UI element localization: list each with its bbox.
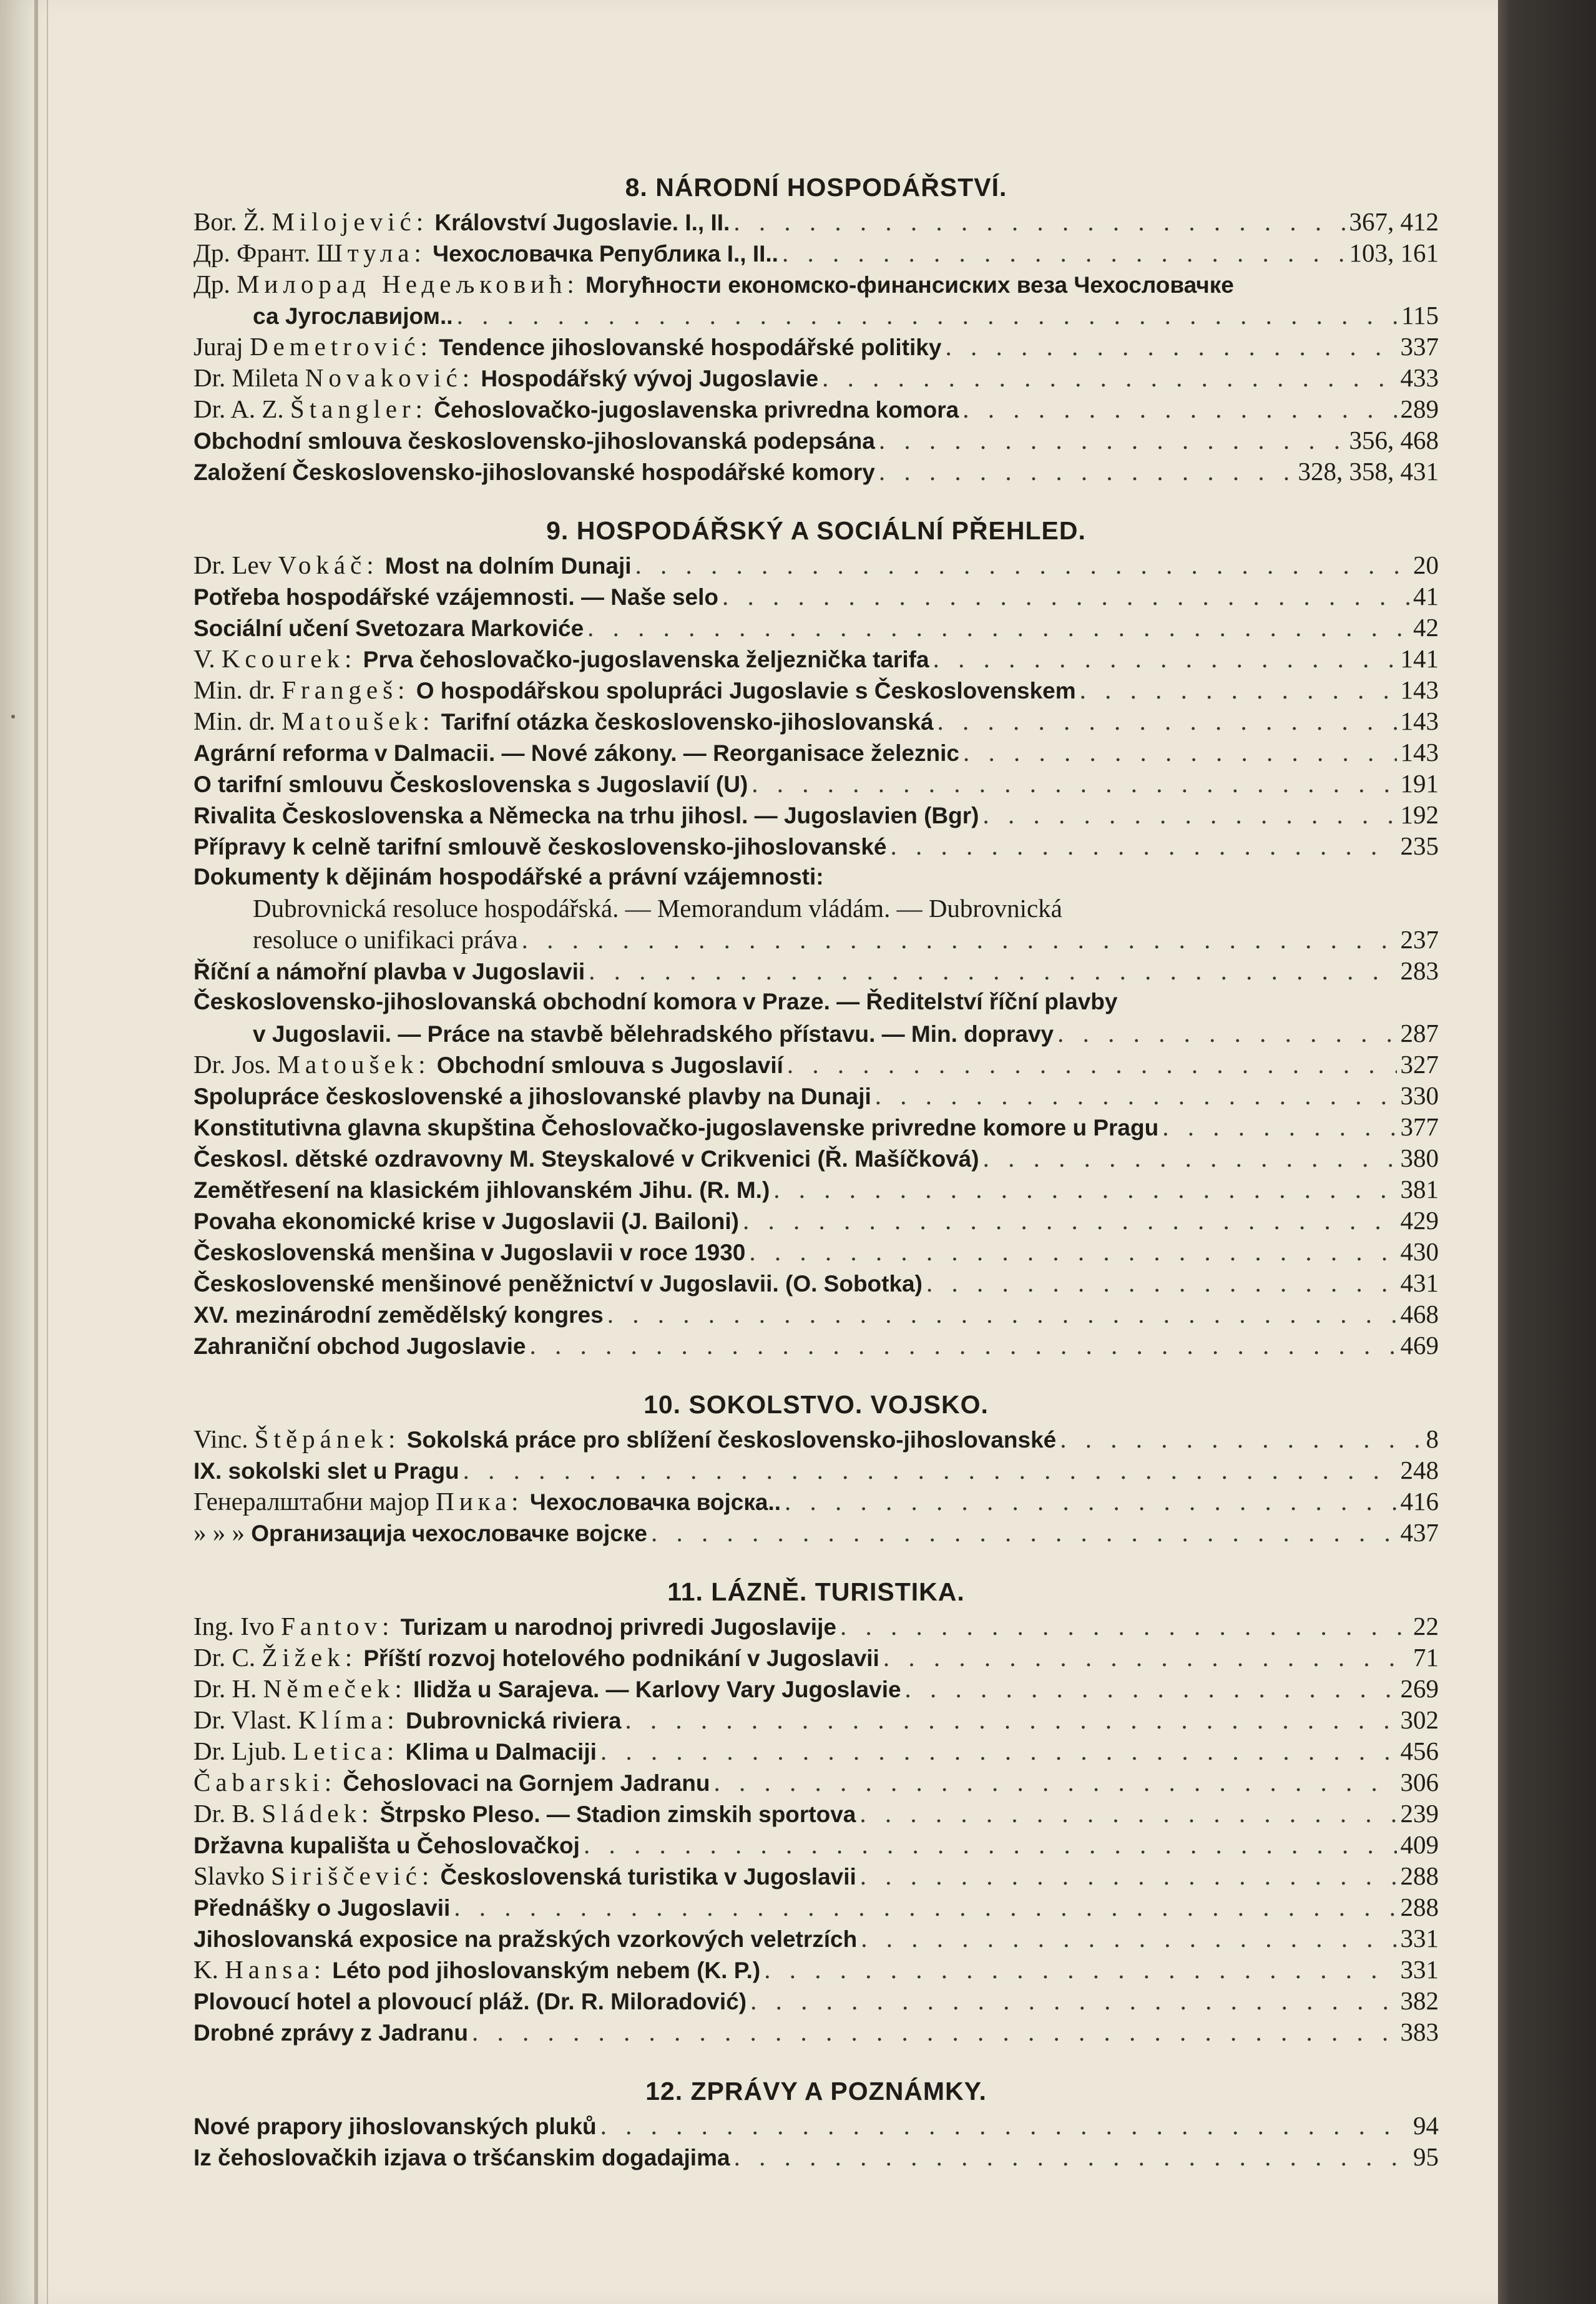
dot-leader — [840, 1610, 1409, 1642]
section-title: 12. ZPRÁVY A POZNÁMKY. — [645, 2077, 987, 2105]
entry-author-name: Štěpánek: — [254, 1424, 401, 1453]
entry-title: Чехословачка Република I., II.. — [433, 241, 778, 267]
entry-title: Přípravy k celně tarifní smlouvě československo-jihoslovanské — [193, 834, 887, 860]
dot-leader — [589, 955, 1396, 986]
toc-entry[interactable] — [193, 1642, 1439, 1673]
entry-page-number: 283 — [1400, 956, 1439, 985]
entry-author: » » » — [193, 1518, 245, 1547]
dot-leader — [751, 768, 1396, 799]
entry-page-number: 95 — [1413, 2142, 1439, 2171]
dot-leader — [962, 393, 1396, 424]
dot-leader — [734, 2141, 1409, 2172]
entry-author: K. — [193, 1955, 218, 1984]
entry-author: Генералштабни мајор — [193, 1487, 429, 1516]
dot-leader — [1162, 1111, 1396, 1142]
entry-author-name: Siriščević: — [271, 1861, 434, 1890]
toc-entry[interactable] — [193, 1174, 1439, 1205]
toc-entry[interactable] — [193, 456, 1439, 487]
dot-leader — [454, 1891, 1396, 1923]
toc-entry[interactable] — [193, 1673, 1439, 1704]
dot-leader — [635, 549, 1409, 581]
toc-entry[interactable] — [193, 1080, 1439, 1111]
toc-entry[interactable] — [193, 1486, 1439, 1517]
entry-page-number: 429 — [1400, 1206, 1439, 1235]
entry-title: O hospodářskou spolupráci Jugoslavie s Československem — [416, 678, 1076, 703]
dot-leader — [764, 1954, 1396, 1985]
entry-author: Dr. Ljub. — [193, 1737, 287, 1765]
toc-entry[interactable] — [193, 643, 1439, 674]
toc-entry[interactable] — [193, 1111, 1439, 1142]
entry-page-number: 141 — [1400, 644, 1439, 673]
entry-page-number: 143 — [1400, 675, 1439, 704]
dot-leader — [875, 1080, 1397, 1111]
entry-title: Československo-jihoslovanská obchodní komora v Praze. — Ředitelství říční plavby — [193, 989, 1118, 1014]
toc-entry[interactable] — [193, 1954, 1439, 1985]
toc-entry[interactable] — [193, 206, 1439, 237]
toc-entry[interactable] — [193, 237, 1439, 268]
entry-page-number: 103, 161 — [1349, 238, 1439, 267]
toc-entry[interactable] — [193, 1704, 1439, 1735]
entry-page-number: 337 — [1400, 332, 1439, 361]
dot-leader — [713, 1767, 1396, 1798]
page-spine-shadow — [34, 0, 38, 2304]
dot-leader — [879, 424, 1346, 456]
toc-entry[interactable] — [193, 768, 1439, 799]
entry-page-number: 331 — [1400, 1955, 1439, 1984]
section-title: 8. NÁRODNÍ HOSPODÁŘSTVÍ. — [625, 173, 1007, 202]
toc-entry[interactable] — [193, 986, 1439, 1017]
entry-page-number: 8 — [1426, 1424, 1439, 1453]
dot-leader — [859, 1798, 1396, 1829]
entry-author-name: Kcourek: — [221, 644, 357, 673]
entry-author-name: Frangeš: — [282, 675, 410, 704]
entry-author-name: Милорад Недељковић: — [236, 270, 579, 298]
entry-title: Most na dolním Dunaji — [384, 553, 632, 579]
entry-title: Království Jugoslavie. I., II. — [434, 210, 730, 235]
toc-entry[interactable] — [193, 955, 1439, 986]
toc-section — [193, 169, 1439, 487]
entry-page-number: 367, 412 — [1349, 207, 1439, 236]
toc-section — [193, 512, 1439, 1361]
dot-leader — [860, 1860, 1397, 1891]
entry-subtitle: Dubrovnická resoluce hospodářská. — Memorandum vládám. — Dubrovnická — [253, 894, 1062, 923]
entry-page-number: 192 — [1400, 800, 1439, 829]
toc-entry[interactable] — [193, 1829, 1439, 1860]
entry-author-name: Novaković: — [305, 363, 475, 392]
entry-title: Povaha ekonomické krise v Jugoslavii (J. Bailoni) — [193, 1208, 739, 1234]
toc-entry-continuation — [193, 1017, 1439, 1049]
dot-leader — [600, 1735, 1397, 1767]
entry-page-number: 330 — [1400, 1081, 1439, 1110]
entry-author-name: Hansa: — [225, 1955, 326, 1984]
entry-author: Dr. A. Z. — [193, 395, 284, 423]
entry-page-number: 237 — [1400, 925, 1439, 954]
dot-leader — [463, 1454, 1397, 1486]
toc-entry[interactable] — [193, 331, 1439, 362]
entry-title: Československá menšina v Jugoslavii v roce 1930 — [193, 1240, 746, 1265]
toc-entry[interactable] — [193, 1330, 1439, 1361]
dot-leader — [983, 1142, 1397, 1174]
entry-page-number: 235 — [1400, 831, 1439, 860]
entry-title: Državna kupališta u Čehoslovačkoj — [193, 1833, 580, 1858]
entry-title: Čehoslovaci na Gornjem Jadranu — [343, 1770, 710, 1796]
dot-leader — [773, 1174, 1396, 1205]
entry-page-number: 239 — [1400, 1799, 1439, 1828]
entry-page-number: 306 — [1400, 1768, 1439, 1797]
toc-entry[interactable] — [193, 1454, 1439, 1486]
entry-page-number: 416 — [1400, 1487, 1439, 1516]
toc-entry[interactable] — [193, 1985, 1439, 2016]
entry-title: Чехословачка војска.. — [529, 1489, 781, 1515]
entry-title-continuation: са Југославијом.. — [253, 303, 453, 329]
entry-title: Obchodní smlouva československo-jihoslovanská podepsána — [193, 428, 875, 454]
entry-title: Rivalita Československa a Německa na trhu jihosl. — Jugoslavien (Bgr) — [193, 803, 979, 828]
entry-page-number: 327 — [1400, 1050, 1439, 1079]
toc-entry[interactable] — [193, 424, 1439, 456]
toc-entry[interactable] — [193, 612, 1439, 643]
toc-entry[interactable] — [193, 1205, 1439, 1236]
entry-page-number: 288 — [1400, 1861, 1439, 1890]
entry-title: Československá turistika v Jugoslavii — [440, 1864, 856, 1890]
entry-author-name: Čabarski: — [193, 1768, 337, 1797]
entry-author: Dr. Jos. — [193, 1050, 272, 1079]
entry-title: Iz čehoslovačkih izjava o tršćanskim dogadajima — [193, 2145, 730, 2170]
entry-author: Dr. H. — [193, 1674, 257, 1703]
entry-author-name: Vokáč: — [278, 551, 379, 579]
toc-section — [193, 1573, 1439, 2047]
entry-author-name: Štangler: — [290, 395, 428, 423]
entry-title: Obchodní smlouva s Jugoslavií — [436, 1052, 783, 1078]
toc-entry[interactable] — [193, 737, 1439, 768]
toc-entry-continuation — [193, 300, 1439, 331]
entry-page-number: 437 — [1400, 1518, 1439, 1547]
dot-leader — [905, 1673, 1397, 1704]
entry-page-number: 468 — [1400, 1300, 1439, 1328]
entry-author-name: Пика: — [436, 1487, 524, 1516]
toc-entry[interactable] — [193, 861, 1439, 893]
entry-title: Организација чехословачке војске — [251, 1521, 647, 1546]
entry-author: Dr. Mileta — [193, 363, 299, 392]
entry-title: Dubrovnická riviera — [405, 1708, 622, 1733]
entry-title: Spolupráce československé a jihoslovanské plavby na Dunaji — [193, 1084, 871, 1109]
entry-subtitle: resoluce o unifikaci práva — [253, 925, 518, 954]
entry-title: Štrpsko Pleso. — Stadion zimskih sportova — [379, 1802, 856, 1827]
dot-leader — [933, 643, 1397, 674]
entry-page-number: 409 — [1400, 1830, 1439, 1859]
dot-leader — [1080, 674, 1397, 705]
entry-title: Příští rozvoj hotelového podnikání v Jugoslavii — [363, 1645, 879, 1671]
page-spine-line — [47, 0, 48, 2304]
entry-author: Ing. Ivo — [193, 1612, 275, 1640]
entry-page-number: 22 — [1413, 1612, 1439, 1640]
dot-leader — [822, 362, 1396, 393]
entry-page-number: 469 — [1400, 1331, 1439, 1360]
entry-author-name: Letica: — [293, 1737, 399, 1765]
dot-leader — [457, 300, 1398, 331]
entry-author-name: Demetrović: — [249, 332, 433, 361]
toc-entry[interactable] — [193, 1923, 1439, 1954]
toc-entry[interactable] — [193, 674, 1439, 705]
entry-title: Ilidža u Sarajeva. — Karlovy Vary Jugoslavie — [413, 1677, 901, 1702]
entry-title-continuation: v Jugoslavii. — Práce na stavbě bělehradského přístavu. — Min. dopravy — [253, 1021, 1054, 1047]
dot-leader — [1057, 1017, 1396, 1049]
dot-leader — [750, 1985, 1396, 2016]
dot-leader — [522, 924, 1397, 955]
section-title: 11. LÁZNĚ. TURISTIKA. — [667, 1577, 965, 1606]
dot-leader — [1060, 1423, 1422, 1454]
entry-author: Dr. C. — [193, 1643, 256, 1672]
dot-leader — [600, 2110, 1409, 2141]
entry-title: Českosl. dětské ozdravovny M. Steyskalové v Crikvenici (Ř. Mašíčková) — [193, 1146, 979, 1172]
entry-page-number: 433 — [1400, 363, 1439, 392]
toc-entry[interactable] — [193, 1610, 1439, 1642]
entry-author: Slavko — [193, 1861, 265, 1890]
entry-page-number: 248 — [1400, 1456, 1439, 1484]
entry-title: Dokumenty k dějinám hospodářské a právní vzájemnosti: — [193, 864, 824, 890]
entry-author: Др. Франт. — [193, 238, 311, 267]
dot-leader — [722, 581, 1409, 612]
dot-leader — [938, 705, 1397, 737]
entry-author: Др. — [193, 270, 230, 298]
entry-page-number: 289 — [1400, 395, 1439, 423]
entry-title: Nové prapory jihoslovanských pluků — [193, 2114, 597, 2139]
dot-leader — [891, 830, 1397, 861]
entry-title: Drobné zprávy z Jadranu — [193, 2020, 469, 2046]
entry-title: Říční a námořní plavba v Jugoslavii — [193, 959, 585, 984]
entry-author-name: Штула: — [316, 238, 426, 267]
entry-author: Min. dr. — [193, 707, 275, 735]
toc-entry[interactable] — [193, 705, 1439, 737]
entry-title: Jihoslovanská exposice na pražských vzorkových veletrzích — [193, 1926, 858, 1952]
entry-page-number: 71 — [1413, 1643, 1439, 1672]
toc-entry[interactable] — [193, 2141, 1439, 2172]
dot-leader — [982, 799, 1396, 830]
entry-author-name: Němeček: — [263, 1674, 407, 1703]
entry-title: Klima u Dalmaciji — [405, 1739, 597, 1765]
entry-title: Sociální učení Svetozara Markoviće — [193, 615, 584, 641]
entry-page-number: 302 — [1400, 1705, 1439, 1734]
entry-page-number: 94 — [1413, 2111, 1439, 2140]
dot-leader — [607, 1298, 1397, 1330]
toc-entry[interactable] — [193, 1423, 1439, 1454]
entry-author-name: Milojević: — [272, 207, 429, 236]
entry-author: Dr. Lev — [193, 551, 272, 579]
entry-page-number: 456 — [1400, 1737, 1439, 1765]
entry-author: V. — [193, 644, 215, 673]
entry-author: Dr. B. — [193, 1799, 256, 1828]
dot-leader — [472, 2016, 1396, 2047]
toc-entry[interactable] — [193, 1142, 1439, 1174]
entry-page-number: 356, 468 — [1349, 426, 1439, 454]
entry-title: Tarifní otázka československo-jihoslovanská — [441, 709, 934, 735]
entry-page-number: 328, 358, 431 — [1298, 457, 1439, 486]
entry-page-number: 431 — [1400, 1268, 1439, 1297]
entry-page-number: 20 — [1413, 551, 1439, 579]
toc-entry[interactable] — [193, 1767, 1439, 1798]
dot-leader — [926, 1267, 1397, 1298]
toc-entry[interactable] — [193, 393, 1439, 424]
entry-author: Bor. Ž. — [193, 207, 266, 236]
entry-title: Turizam u narodnoj privredi Jugoslavije — [400, 1614, 836, 1640]
toc-entry[interactable] — [193, 1267, 1439, 1298]
entry-page-number: 42 — [1413, 613, 1439, 642]
entry-title: Sokolská práce pro sblížení československo-jihoslovanské — [406, 1427, 1057, 1453]
dot-leader — [587, 612, 1409, 643]
entry-page-number: 377 — [1400, 1112, 1439, 1141]
entry-title: Agrární reforma v Dalmacii. — Nové zákony. — Reorganisace železnic — [193, 740, 959, 766]
entry-page-number: 381 — [1400, 1175, 1439, 1203]
toc-entry[interactable] — [193, 1049, 1439, 1080]
toc-entry[interactable] — [193, 2110, 1439, 2141]
entry-author-name: Matoušek: — [282, 707, 435, 735]
entry-page-number: 143 — [1400, 707, 1439, 735]
dot-leader — [733, 206, 1345, 237]
entry-title: Léto pod jihoslovanským nebem (K. P.) — [332, 1958, 761, 1983]
entry-title: Hospodářský vývoj Jugoslavie — [481, 366, 819, 391]
entry-author: Min. dr. — [193, 675, 275, 704]
entry-title: Zahraniční obchod Jugoslavie — [193, 1333, 526, 1359]
entry-page-number: 380 — [1400, 1144, 1439, 1172]
entry-author-name: Matoušek: — [277, 1050, 431, 1079]
book-cover-edge — [1498, 0, 1596, 2304]
entry-page-number: 288 — [1400, 1893, 1439, 1921]
dot-leader — [530, 1330, 1397, 1361]
dot-leader — [743, 1205, 1397, 1236]
entry-author: Vinc. — [193, 1424, 248, 1453]
toc-entry[interactable] — [193, 1860, 1439, 1891]
toc-entry[interactable] — [193, 549, 1439, 581]
dot-leader — [651, 1517, 1397, 1548]
dot-leader — [963, 737, 1397, 768]
entry-title: XV. mezinárodní zemědělský kongres — [193, 1302, 604, 1328]
entry-title: Plovoucí hotel a plovoucí pláž. (Dr. R. Miloradović) — [193, 1989, 747, 2014]
entry-title: Založení Československo-jihoslovanské hospodářské komory — [193, 459, 875, 485]
entry-author-name: Klíma: — [298, 1705, 399, 1734]
entry-page-number: 115 — [1401, 301, 1439, 330]
entry-title: O tarifní smlouvu Československa s Jugoslavií (U) — [193, 772, 748, 797]
dot-leader — [584, 1829, 1397, 1860]
toc-entry[interactable] — [193, 830, 1439, 861]
entry-author: Juraj — [193, 332, 243, 361]
entry-page-number: 287 — [1400, 1019, 1439, 1047]
entry-page-number: 41 — [1413, 582, 1439, 610]
entry-title: Tendence jihoslovanské hospodářské politiky — [439, 335, 942, 360]
entry-title: Československé menšinové peněžnictví v Jugoslavii. (O. Sobotka) — [193, 1271, 923, 1297]
section-title: 9. HOSPODÁŘSKÝ A SOCIÁLNÍ PŘEHLED. — [546, 516, 1086, 545]
dot-leader — [782, 237, 1346, 268]
toc-section — [193, 2072, 1439, 2172]
toc-entry[interactable] — [193, 1236, 1439, 1267]
entry-page-number: 383 — [1400, 2017, 1439, 2046]
toc-entry[interactable] — [193, 1735, 1439, 1767]
toc-entry[interactable] — [193, 1298, 1439, 1330]
dot-leader — [625, 1704, 1396, 1735]
toc-entry[interactable] — [193, 1891, 1439, 1923]
section-title: 10. SOKOLSTVO. VOJSKO. — [644, 1390, 989, 1419]
entry-title: Potřeba hospodářské vzájemnosti. — Naše selo — [193, 584, 719, 610]
toc-entry-continuation — [193, 924, 1439, 955]
entry-page-number: 331 — [1400, 1924, 1439, 1953]
entry-title: Zemětřesení na klasickém jihlovanském Jihu. (R. M.) — [193, 1177, 770, 1203]
toc-entry[interactable] — [193, 581, 1439, 612]
table-of-contents — [193, 169, 1439, 2197]
entry-title: Konstitutivna glavna skupština Čehoslovačko-jugoslavenske privredne komore u Pragu — [193, 1115, 1159, 1140]
dot-leader — [785, 1486, 1396, 1517]
dot-leader — [879, 456, 1295, 487]
toc-entry[interactable] — [193, 2016, 1439, 2047]
toc-entry[interactable] — [193, 268, 1439, 300]
toc-entry-continuation — [193, 893, 1439, 924]
toc-section — [193, 1386, 1439, 1548]
entry-page-number: 191 — [1400, 769, 1439, 798]
dot-leader — [749, 1236, 1396, 1267]
entry-page-number: 143 — [1400, 738, 1439, 767]
entry-title: Могућности економско-финансиских веза Чехословачке — [585, 272, 1234, 298]
dot-leader — [861, 1923, 1396, 1954]
dot-leader — [883, 1642, 1409, 1673]
toc-entry[interactable] — [193, 799, 1439, 830]
toc-entry[interactable] — [193, 362, 1439, 393]
toc-entry[interactable] — [193, 1798, 1439, 1829]
entry-title: Přednášky o Jugoslavii — [193, 1895, 451, 1921]
entry-page-number: 430 — [1400, 1237, 1439, 1266]
entry-author: Dr. Vlast. — [193, 1705, 292, 1734]
entry-author-name: Sládek: — [262, 1799, 374, 1828]
margin-dot — [11, 715, 15, 718]
entry-title: Prva čehoslovačko-jugoslavenska željeznička tarifa — [363, 647, 929, 672]
entry-title: Čehoslovačko-jugoslavenska privredna komora — [434, 397, 959, 423]
entry-title: IX. sokolski slet u Pragu — [193, 1458, 459, 1484]
entry-page-number: 382 — [1400, 1986, 1439, 2015]
entry-author-name: Fantov: — [281, 1612, 394, 1640]
dot-leader — [787, 1049, 1397, 1080]
entry-page-number: 269 — [1400, 1674, 1439, 1703]
dot-leader — [945, 331, 1396, 362]
entry-author-name: Žižek: — [262, 1643, 358, 1672]
toc-entry[interactable] — [193, 1517, 1439, 1548]
